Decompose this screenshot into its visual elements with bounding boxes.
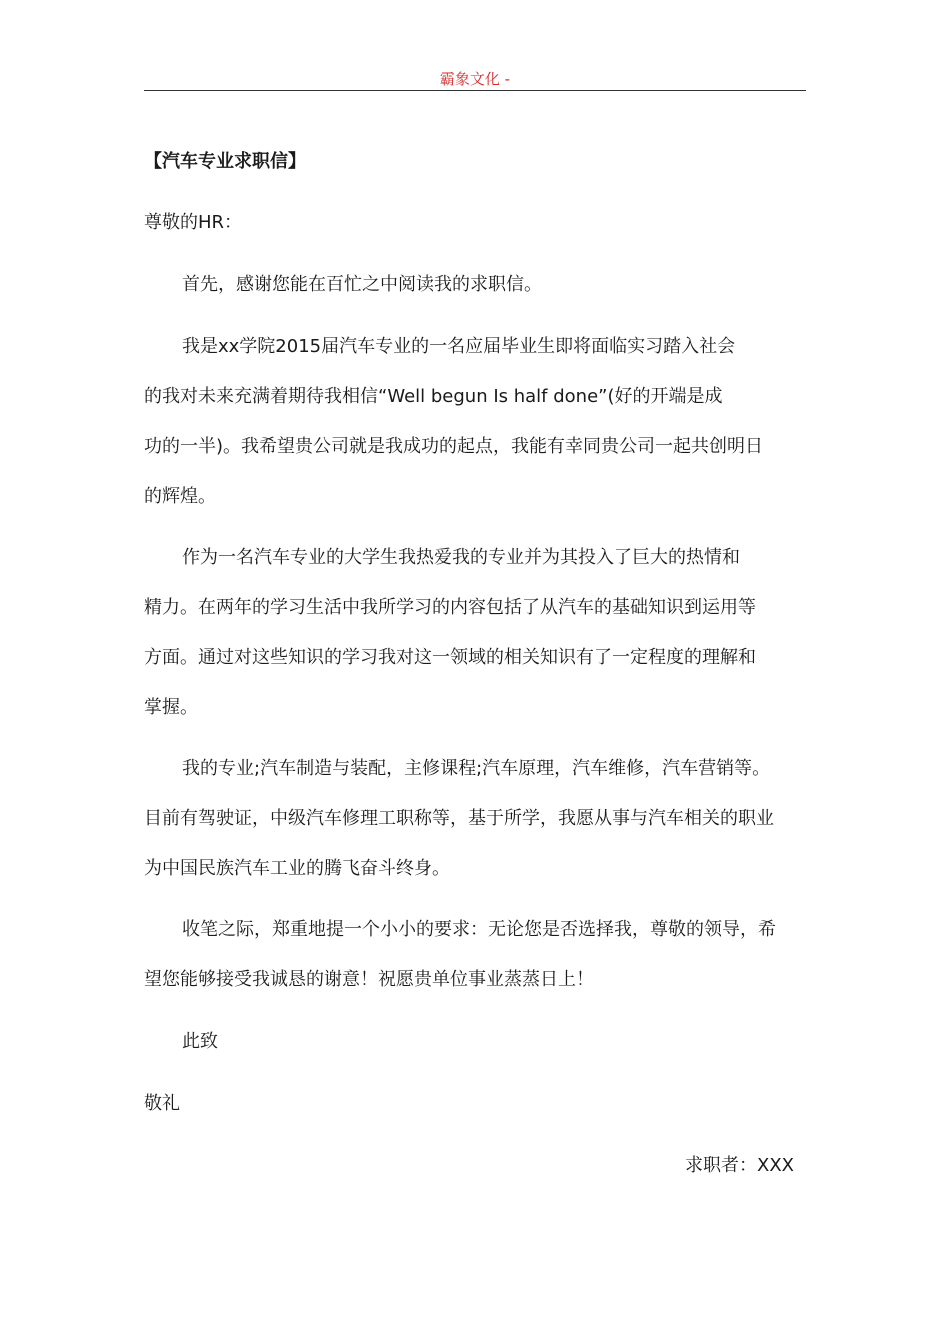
header-divider	[144, 90, 806, 91]
paragraph-1-line: 首先，感谢您能在百忙之中阅读我的求职信。	[182, 274, 542, 295]
paragraph-2-line: 的辉煌。	[144, 486, 216, 507]
closing-line-1: 此致	[182, 1031, 218, 1052]
paragraph-4-line: 为中国民族汽车工业的腾飞奋斗终身。	[144, 858, 450, 879]
paragraph-2-line: 的我对未来充满着期待我相信“Well begun Is half done”(好的开端是成	[144, 386, 723, 407]
page-header: 霸象文化 -	[439, 70, 511, 88]
paragraph-3-line: 方面。通过对这些知识的学习我对这一领域的相关知识有了一定程度的理解和	[144, 647, 756, 668]
paragraph-3-line: 掌握。	[144, 697, 198, 718]
paragraph-4-line: 我的专业;汽车制造与装配，主修课程;汽车原理，汽车维修，汽车营销等。	[182, 758, 771, 779]
closing-line-2: 敬礼	[144, 1093, 180, 1114]
paragraph-4-line: 目前有驾驶证，中级汽车修理工职称等，基于所学，我愿从事与汽车相关的职业	[144, 808, 774, 829]
signature: 求职者：XXX	[685, 1155, 794, 1176]
paragraph-3-line: 作为一名汽车专业的大学生我热爱我的专业并为其投入了巨大的热情和	[182, 547, 740, 568]
letter-title: 【汽车专业求职信】	[144, 151, 306, 172]
paragraph-5-line: 望您能够接受我诚恳的谢意！祝愿贵单位事业蒸蒸日上！	[144, 969, 594, 990]
paragraph-2-line: 我是xx学院2015届汽车专业的一名应届毕业生即将面临实习踏入社会	[182, 336, 736, 357]
salutation: 尊敬的HR：	[144, 212, 243, 233]
paragraph-3-line: 精力。在两年的学习生活中我所学习的内容包括了从汽车的基础知识到运用等	[144, 597, 756, 618]
paragraph-5-line: 收笔之际，郑重地提一个小小的要求：无论您是否选择我，尊敬的领导，希	[182, 919, 776, 940]
paragraph-2-line: 功的一半)。我希望贵公司就是我成功的起点，我能有幸同贵公司一起共创明日	[144, 436, 764, 457]
